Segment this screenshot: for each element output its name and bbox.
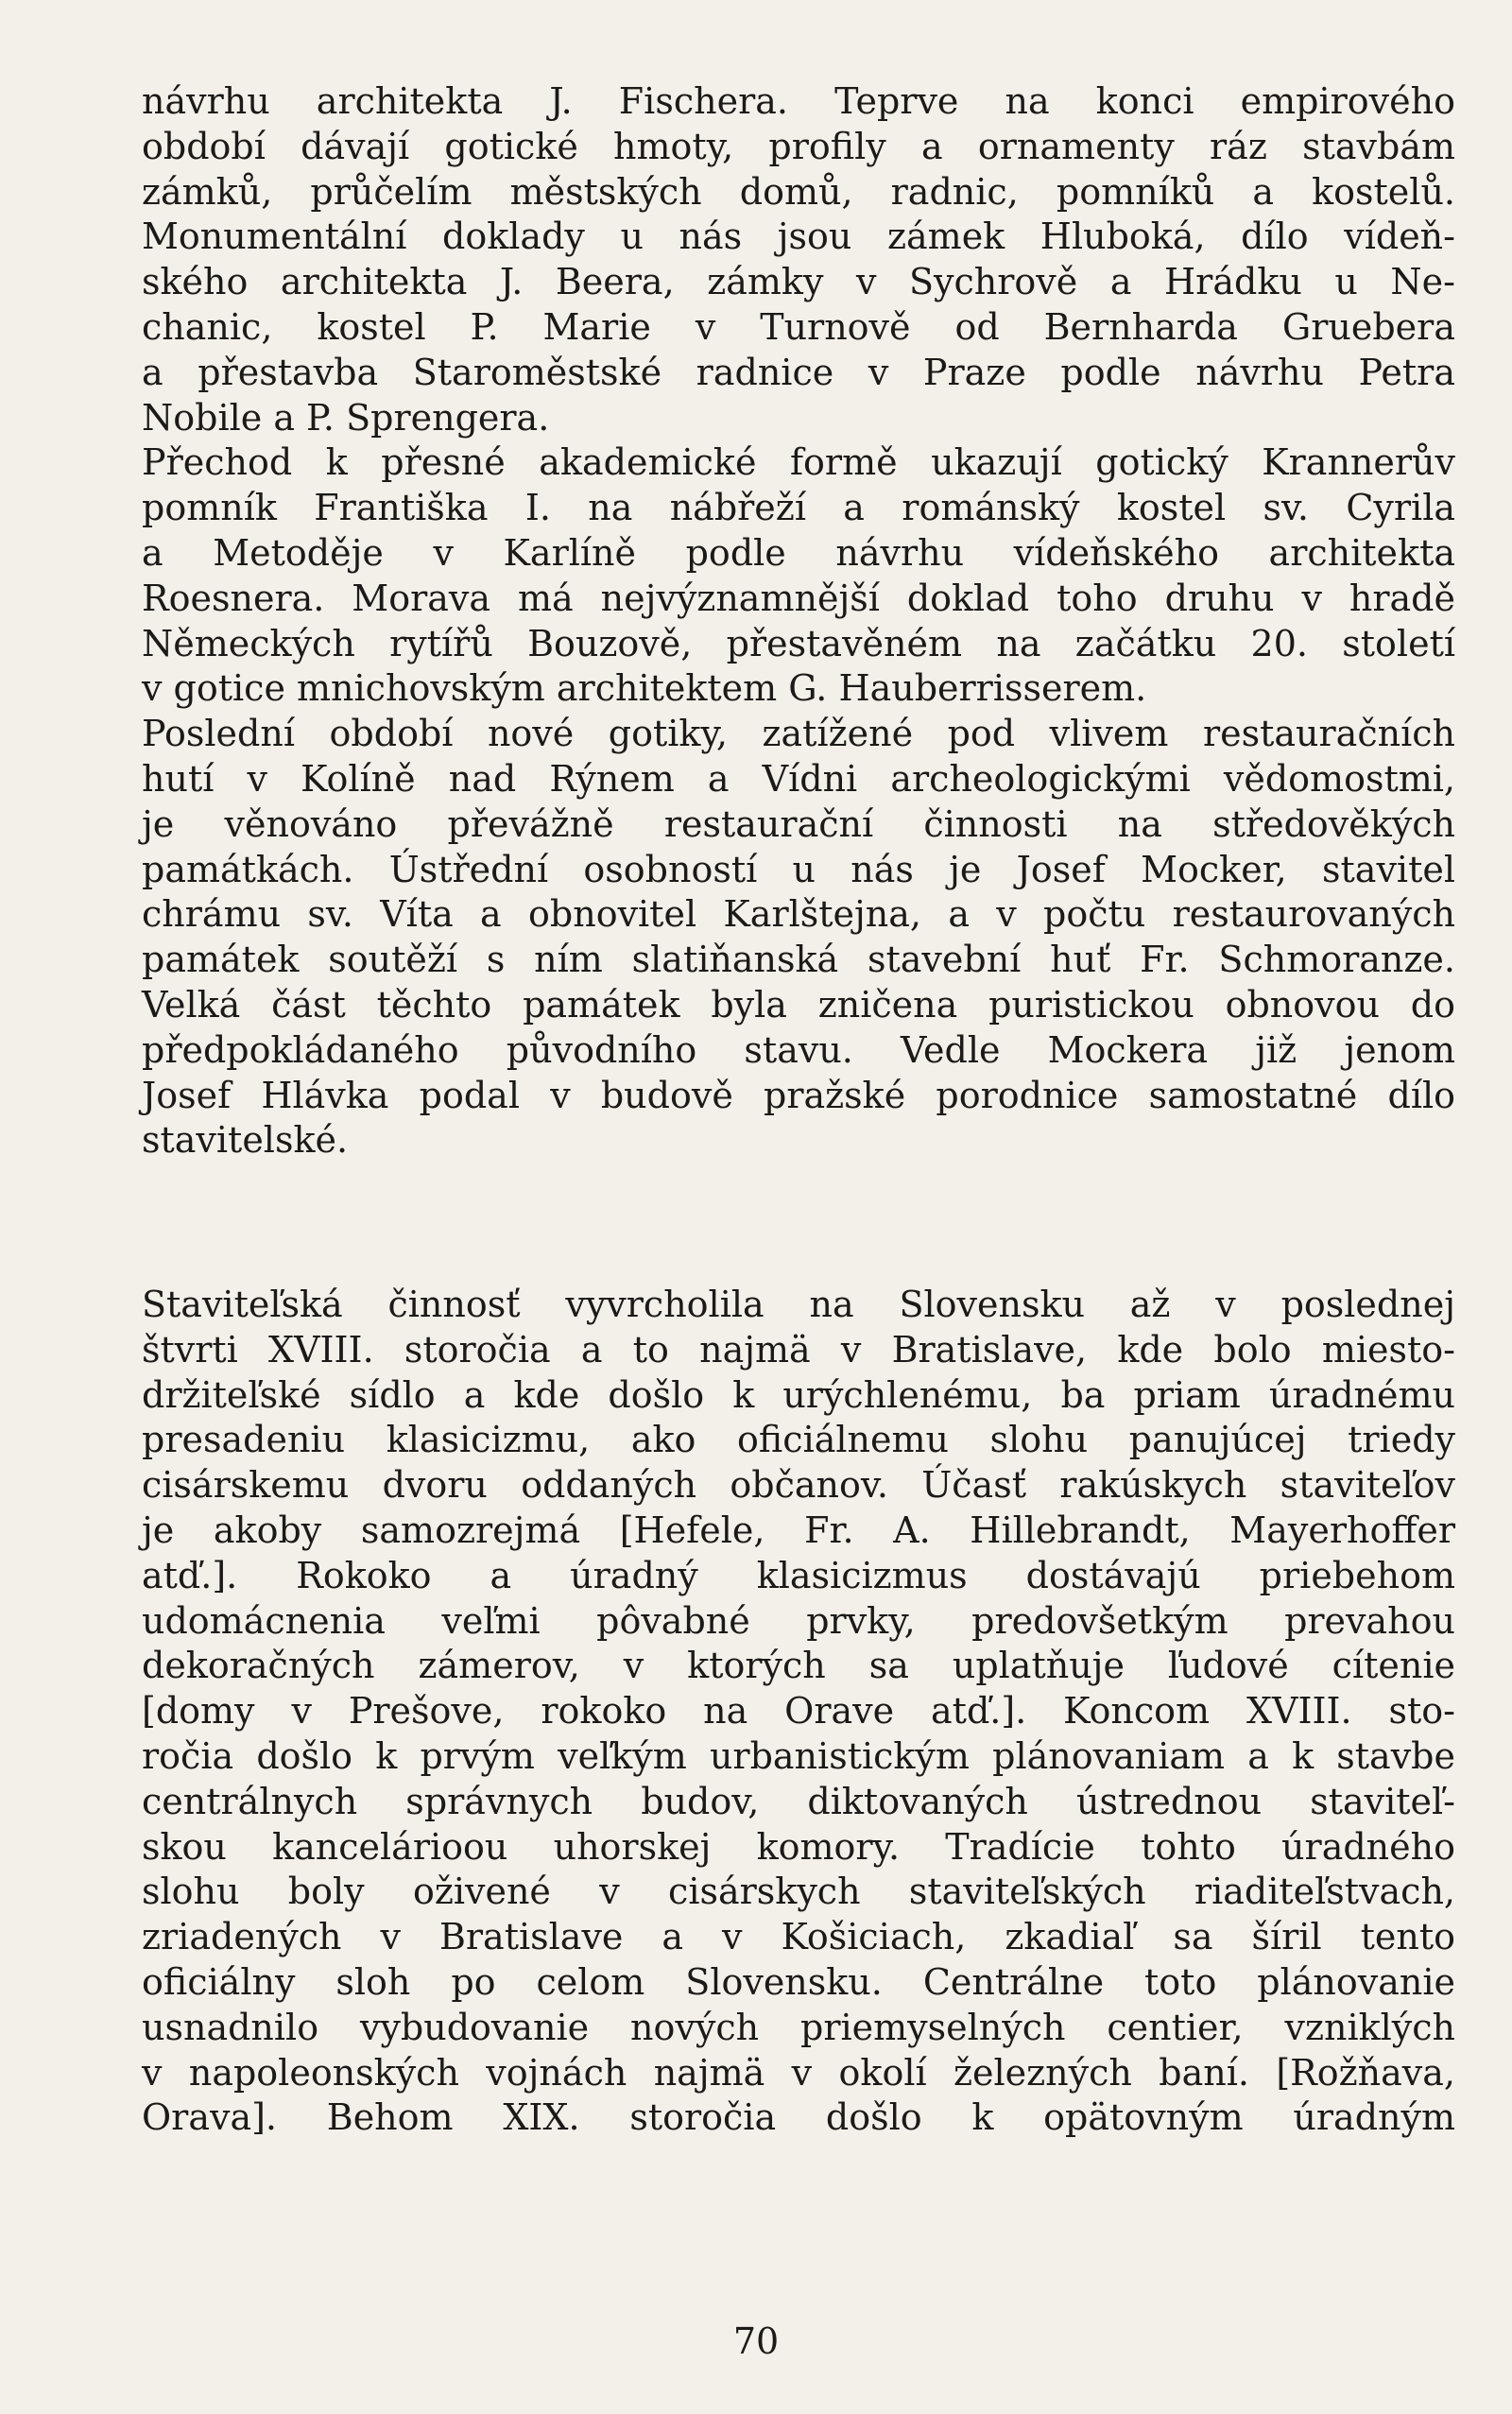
text-line: Josef Hlávka podal v budově pražské porodnice samostatné dílo [142,1074,1455,1116]
text-line: Přechod k přesné akademické formě ukazují gotický Krannerův [142,441,1455,484]
text-line: Velká část těchto památek byla zničena puristickou obnovou do [142,983,1455,1026]
text-line: v napoleonských vojnách najmä v okolí železných baní. [Rožňava, [142,2051,1455,2094]
text-line: slohu boly oživené v cisárskych staviteľských riaditeľstvach, [142,1871,1455,1913]
text-line: štvrti XVIII. storočia a to najmä v Bratislave, kde bolo miesto- [142,1328,1455,1371]
text-line: udomácnenia veľmi pôvabné prvky, predovšetkým prevahou [142,1599,1455,1642]
text-line: Nobile a P. Sprengera. [142,396,550,439]
text-line: pomník Františka I. na nábřeží a románský kostel sv. Cyrila [142,487,1455,529]
text-line: atď.]. Rokoko a úradný klasicizmus dostávajú priebehom [142,1554,1455,1596]
text-line: a přestavba Staroměstské radnice v Praze podle návrhu Petra [142,351,1455,393]
text-line: centrálnych správnych budov, diktovaných ústrednou staviteľ- [142,1780,1455,1822]
text-line: chrámu sv. Víta a obnovitel Karlštejna, a v počtu restaurovaných [142,893,1455,936]
text-line: dekoračných zámerov, v ktorých sa uplatňuje ľudové cítenie [142,1645,1455,1687]
text-line: předpokládaného původního stavu. Vedle Mockera již jenom [142,1028,1455,1071]
slovak-text-block [142,1283,1455,2141]
text-line: presadeniu klasicizmu, ako oficiálnemu slohu panujúcej triedy [142,1419,1455,1461]
text-line: Německých rytířů Bouzově, přestavěném na začátku 20. století [142,622,1455,664]
text-line: Monumentální doklady u nás jsou zámek Hluboká, dílo vídeň- [142,216,1455,258]
text-line: Staviteľská činnosť vyvrcholila na Slovensku až v poslednej [142,1284,1455,1325]
text-line: skou kancelárioou uhorskej komory. Tradície tohto úradného [142,1825,1455,1868]
text-line: chanic, kostel P. Marie v Turnově od Bernharda Gruebera [142,305,1455,348]
text-line: usnadnilo vybudovanie nových priemyselných centier, vzniklých [142,2006,1455,2048]
text-line: v gotice mnichovským architektem G. Hauberrisserem. [142,667,1147,710]
text-line: ského architekta J. Beera, zámky v Sychrově a Hrádku u Ne- [142,261,1455,303]
text-line: je akoby samozrejmá [Hefele, Fr. A. Hillebrandt, Mayerhoffer [142,1509,1455,1551]
text-line: stavitelské. [142,1119,349,1162]
text-line: hutí v Kolíně nad Rýnem a Vídni archeologickými vědomostmi, [142,757,1455,800]
text-line: Poslední období nové gotiky, zatížené pod vlivem restauračních [142,713,1455,755]
text-line: je věnováno převážně restaurační činnosti na středověkých [142,802,1455,845]
text-line: cisárskemu dvoru oddaných občanov. Účasť rakúskych staviteľov [142,1464,1455,1507]
text-line: ročia došlo k prvým veľkým urbanistickým plánovaniam a k stavbe [142,1734,1455,1777]
text-line: oficiálny sloh po celom Slovensku. Centrálne toto plánovanie [142,1960,1455,2003]
text-line: zriadených v Bratislave a v Košiciach, zkadiaľ sa šíril tento [142,1916,1455,1958]
text-line: návrhu architekta J. Fischera. Teprve na konci empirového [142,80,1455,122]
text-line: držiteľské sídlo a kde došlo k urýchlenému, ba priam úradnému [142,1373,1455,1416]
text-line: památkách. Ústřední osobností u nás je Josef Mocker, stavitel [142,848,1455,890]
czech-text-block [142,79,1455,1164]
text-line: období dávají gotické hmoty, profily a ornamenty ráz stavbám [142,125,1455,167]
text-line: památek soutěží s ním slatiňanská stavební huť Fr. Schmoranze. [142,939,1455,981]
text-line: Orava]. Behom XIX. storočia došlo k opätovným úradným [142,2096,1455,2139]
text-line: Roesnera. Morava má nejvýznamnější doklad toho druhu v hradě [142,577,1455,619]
text-line: a Metoděje v Karlíně podle návrhu vídeňského architekta [142,531,1455,574]
page-number: 70 [732,2320,780,2362]
text-line: zámků, průčelím městských domů, radnic, pomníků a kostelů. [142,170,1455,213]
text-line: [domy v Prešove, rokoko na Orave atď.]. Koncom XVIII. sto- [142,1690,1455,1733]
